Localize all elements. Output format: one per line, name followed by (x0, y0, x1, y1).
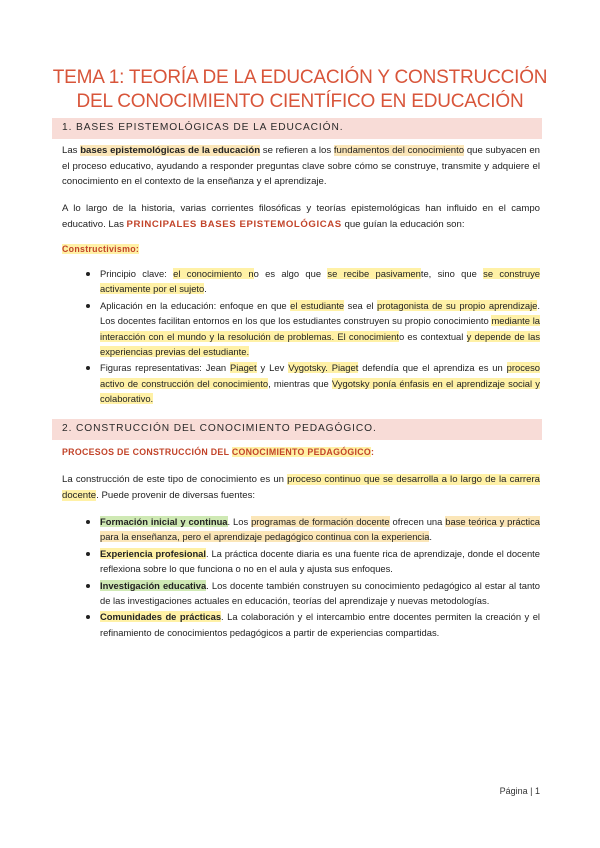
title-line-1: TEMA 1: TEORÍA DE LA EDUCACIÓN Y CONSTRUCCIÓN (52, 67, 548, 88)
highlight: el conocimiento n (173, 268, 254, 279)
highlight: proceso activo de construcción del conocimiento (100, 362, 540, 389)
text: que guían la educación son: (341, 218, 465, 230)
text: La construcción de este tipo de conocimiento es un (62, 474, 288, 485)
list-item (100, 609, 540, 640)
section-1-bullets (100, 266, 540, 408)
text: se refieren a los (260, 145, 334, 156)
section-2-bullets (100, 514, 540, 641)
list-item (100, 578, 540, 609)
list-item (100, 266, 540, 297)
highlight: fundamentos del conocimiento (333, 145, 465, 156)
section-2-intro (62, 472, 540, 503)
highlight: programas de formación docente (251, 516, 390, 527)
highlight-green: Formación inicial y continua (100, 516, 228, 527)
constructivismo-label-wrap (62, 242, 139, 258)
bullet-dot (86, 366, 90, 370)
highlight: y depende de las experiencias previas del estudiante. (100, 330, 541, 358)
bullet-dot (86, 272, 90, 276)
section-1-heading: 1. BASES EPISTEMOLÓGICAS DE LA EDUCACIÓN. (62, 122, 344, 133)
highlight: se recibe pasivamen (327, 268, 421, 279)
section-1-header (52, 118, 542, 139)
highlight: Vygotsky ponía énfasis en el aprendizaje social y colaborativo. (100, 377, 540, 405)
list-item (100, 546, 540, 577)
section-1-history (62, 201, 540, 232)
highlight: proceso continuo que se desarrolla a lo largo de la carrera docente (62, 474, 540, 501)
text: . Los docente también construyen su conocimiento pedagógico al estar al tanto de las investigaciones actuales en educación, teorías del aprendizaje y nuevas metodologías. (100, 579, 540, 607)
text: que subyacen en el proceso educativo, ayudando a responder preguntas clave sobre cómo se construye, transmite y adquiere el conocimiento en el contexto de la enseñanza y el aprendizaje. (62, 145, 541, 188)
constructivismo-label: Constructivismo: (62, 244, 140, 254)
text: sea el (344, 299, 378, 311)
text: Principio clave: (100, 268, 174, 279)
text: . Los (227, 516, 252, 527)
highlight-green: Investigación educativa (100, 579, 207, 591)
text: te, sino que (420, 268, 484, 279)
text: PROCESOS DE CONSTRUCCIÓN DEL (62, 447, 232, 457)
text: : (371, 447, 375, 457)
highlight: Experiencia profesional (100, 547, 206, 559)
highlight: protagonista de su propio aprendizaje (377, 299, 538, 311)
highlight-bold: PRINCIPALES BASES EPISTEMOLÓGICAS (126, 218, 342, 230)
list-item (100, 298, 540, 360)
text: . (429, 531, 433, 543)
highlight: Comunidades de prácticas (100, 611, 222, 623)
highlight: bases epistemológicas de la educación (80, 145, 261, 156)
text: o es contextual (398, 330, 467, 342)
section-2-subheading (62, 445, 540, 461)
section-2-heading: 2. CONSTRUCCIÓN DEL CONOCIMIENTO PEDAGÓGICO. (62, 423, 377, 434)
text: A lo largo de la historia, varias corrientes filosóficas y teorías epistemológicas han influido en el campo educativo. Las (62, 203, 540, 230)
title-line-2: DEL CONOCIMIENTO CIENTÍFICO EN EDUCACIÓN (76, 91, 524, 112)
bullet-dot (86, 304, 90, 308)
text: . (204, 283, 207, 295)
highlight: se construye activamente por el sujeto (100, 268, 541, 295)
text: . (436, 626, 440, 638)
document-title (40, 66, 560, 114)
highlight: el estudiante (290, 299, 345, 311)
list-item (100, 514, 540, 545)
highlight: CONOCIMIENTO PEDAGÓGICO (231, 447, 372, 457)
page-number: Página | 1 (499, 786, 540, 796)
list-item (100, 360, 540, 406)
section-1-intro (62, 143, 540, 190)
text: , mientras que (268, 377, 332, 389)
text: . (221, 611, 228, 623)
text: o es algo que (253, 268, 328, 279)
text: Las (62, 145, 81, 156)
text: La colaboración y el intercambio entre docentes permiten la creación y el refinamiento de conocimientos pedagógicos a partir de experiencias compartidas (100, 611, 540, 638)
bullet-dot (86, 615, 90, 619)
text: defendía que el aprendiza es un (358, 362, 507, 374)
text: . Los docentes facilitan entornos en los que los estudiantes construyen su propio conocimiento (100, 299, 540, 327)
text: Figuras representativas: Jean (100, 362, 231, 374)
text: . La práctica docente diaria es una fuente rica de aprendizaje, donde el docente reflexiona sobre lo que funciona o no en el aula y ajusta sus enfoques. (100, 547, 540, 575)
highlight: mediante la interacción con el mundo y la resolución de problemas. El conocimient (100, 315, 540, 342)
text: Aplicación en la educación: enfoque en que (100, 299, 291, 311)
bullet-dot (86, 520, 90, 524)
text: . Puede provenir de diversas fuentes: (96, 489, 256, 501)
highlight: Piaget (230, 362, 257, 374)
bullet-dot (86, 584, 90, 588)
bullet-dot (86, 552, 90, 556)
highlight: base teórica y práctica para la enseñanza, pero el aprendizaje pedagógico continua con la experiencia (100, 516, 541, 543)
section-2-header (52, 419, 542, 440)
text: ofrecen una (389, 516, 446, 527)
highlight: Vygotsky. Piaget (288, 362, 359, 374)
text: y Lev (256, 362, 289, 374)
